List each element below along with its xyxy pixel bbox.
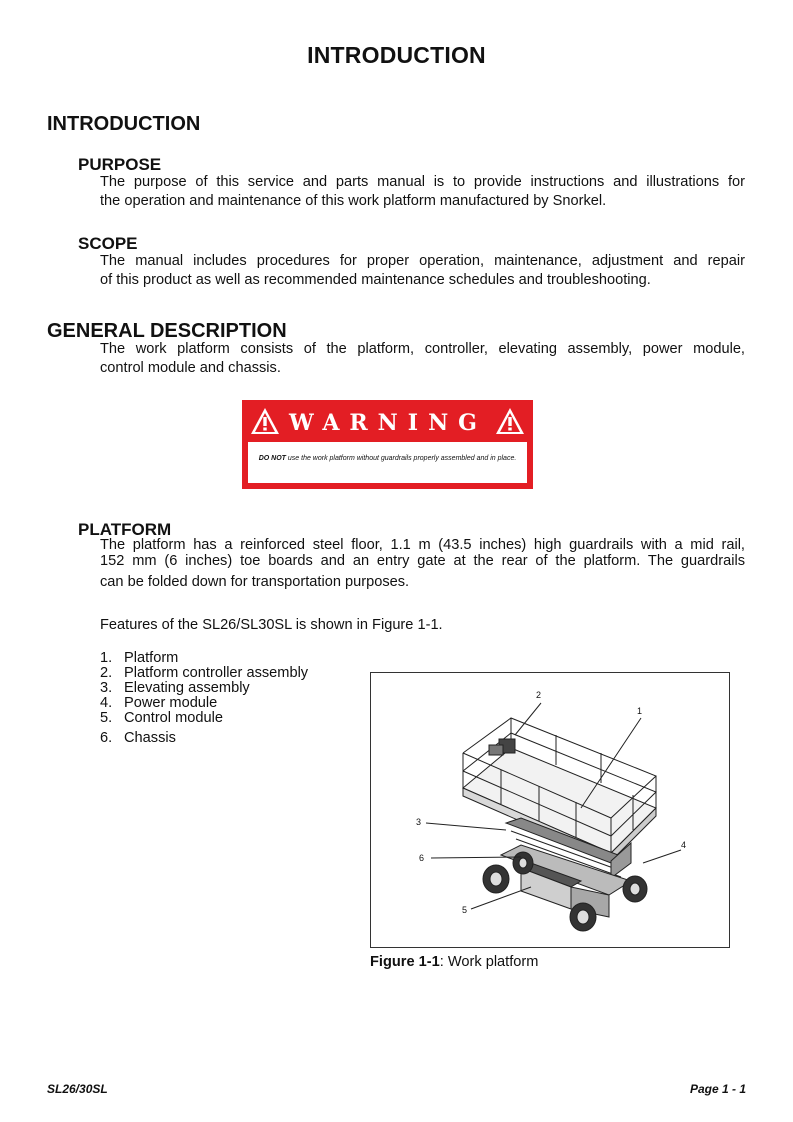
warning-triangle-icon [495,406,525,436]
callout-2: 2 [536,690,542,700]
section-heading-introduction: INTRODUCTION [47,113,201,135]
platform-line-3: can be folded down for transportation purposes. [100,574,410,590]
warning-emphasis: DO NOT [258,455,286,462]
features-list [100,651,308,746]
scope-line-2: of this product as well as recommended maintenance schedules and troubleshooting. [100,272,651,288]
general-description-line-1: The work platform consists of the platform, controller, elevating assembly, power module, [100,341,745,357]
list-item: 5. Control module [100,710,223,726]
figure-work-platform [370,672,730,948]
platform-line-2: 152 mm (6 inches) toe boards and an entry gate at the rear of the platform. The guardrails [100,553,745,569]
callout-1: 1 [637,706,643,716]
list-item: 2. Platform controller assembly [100,665,309,681]
footer-model: SL26/30SL [47,1082,108,1096]
list-item: 3. Elevating assembly [100,680,250,696]
platform-line-1: The platform has a reinforced steel floor, 1.1 m (43.5 inches) high guardrails with a mid rail, [100,537,745,553]
list-item: 4. Power module [100,695,218,711]
list-item: 6. Chassis [100,730,176,746]
scope-paragraph [100,252,745,290]
figure-caption-text: : Work platform [439,954,539,970]
purpose-line-2: the operation and maintenance of this work platform manufactured by Snorkel. [100,193,607,209]
callout-5: 5 [462,905,468,915]
warning-label [242,400,533,489]
purpose-line-1: The purpose of this service and parts manual is to provide instructions and illustrations for [100,174,745,190]
general-description-line-2: control module and chassis. [100,360,281,376]
features-intro: Features of the SL26/SL30SL is shown in Figure 1-1. [100,617,443,633]
warning-message-panel [248,442,527,483]
callout-4: 4 [681,840,687,850]
warning-word: WARNING [289,410,487,436]
subheading-platform: PLATFORM [78,520,172,539]
general-description-paragraph [100,340,745,378]
list-item: 1. Platform [100,650,179,666]
page-title: INTRODUCTION [307,42,486,68]
figure-caption-label: Figure 1-1 [370,954,440,970]
warning-message-text: use the work platform without guardrails properly assembled and in place. [287,455,517,462]
subheading-scope: SCOPE [78,234,138,253]
warning-triangle-icon [250,406,280,436]
purpose-paragraph [100,173,745,211]
subheading-purpose: PURPOSE [78,155,162,174]
warning-message [258,454,517,464]
scope-line-1: The manual includes procedures for proper operation, maintenance, adjustment and repair [100,253,745,269]
callout-3: 3 [416,817,422,827]
work-platform-illustration [371,673,729,947]
platform-paragraph [100,537,745,590]
figure-caption [370,954,538,970]
callout-6: 6 [419,853,425,863]
section-heading-general-description: GENERAL DESCRIPTION [47,320,287,342]
footer-page-number: Page 1 - 1 [689,1082,746,1096]
